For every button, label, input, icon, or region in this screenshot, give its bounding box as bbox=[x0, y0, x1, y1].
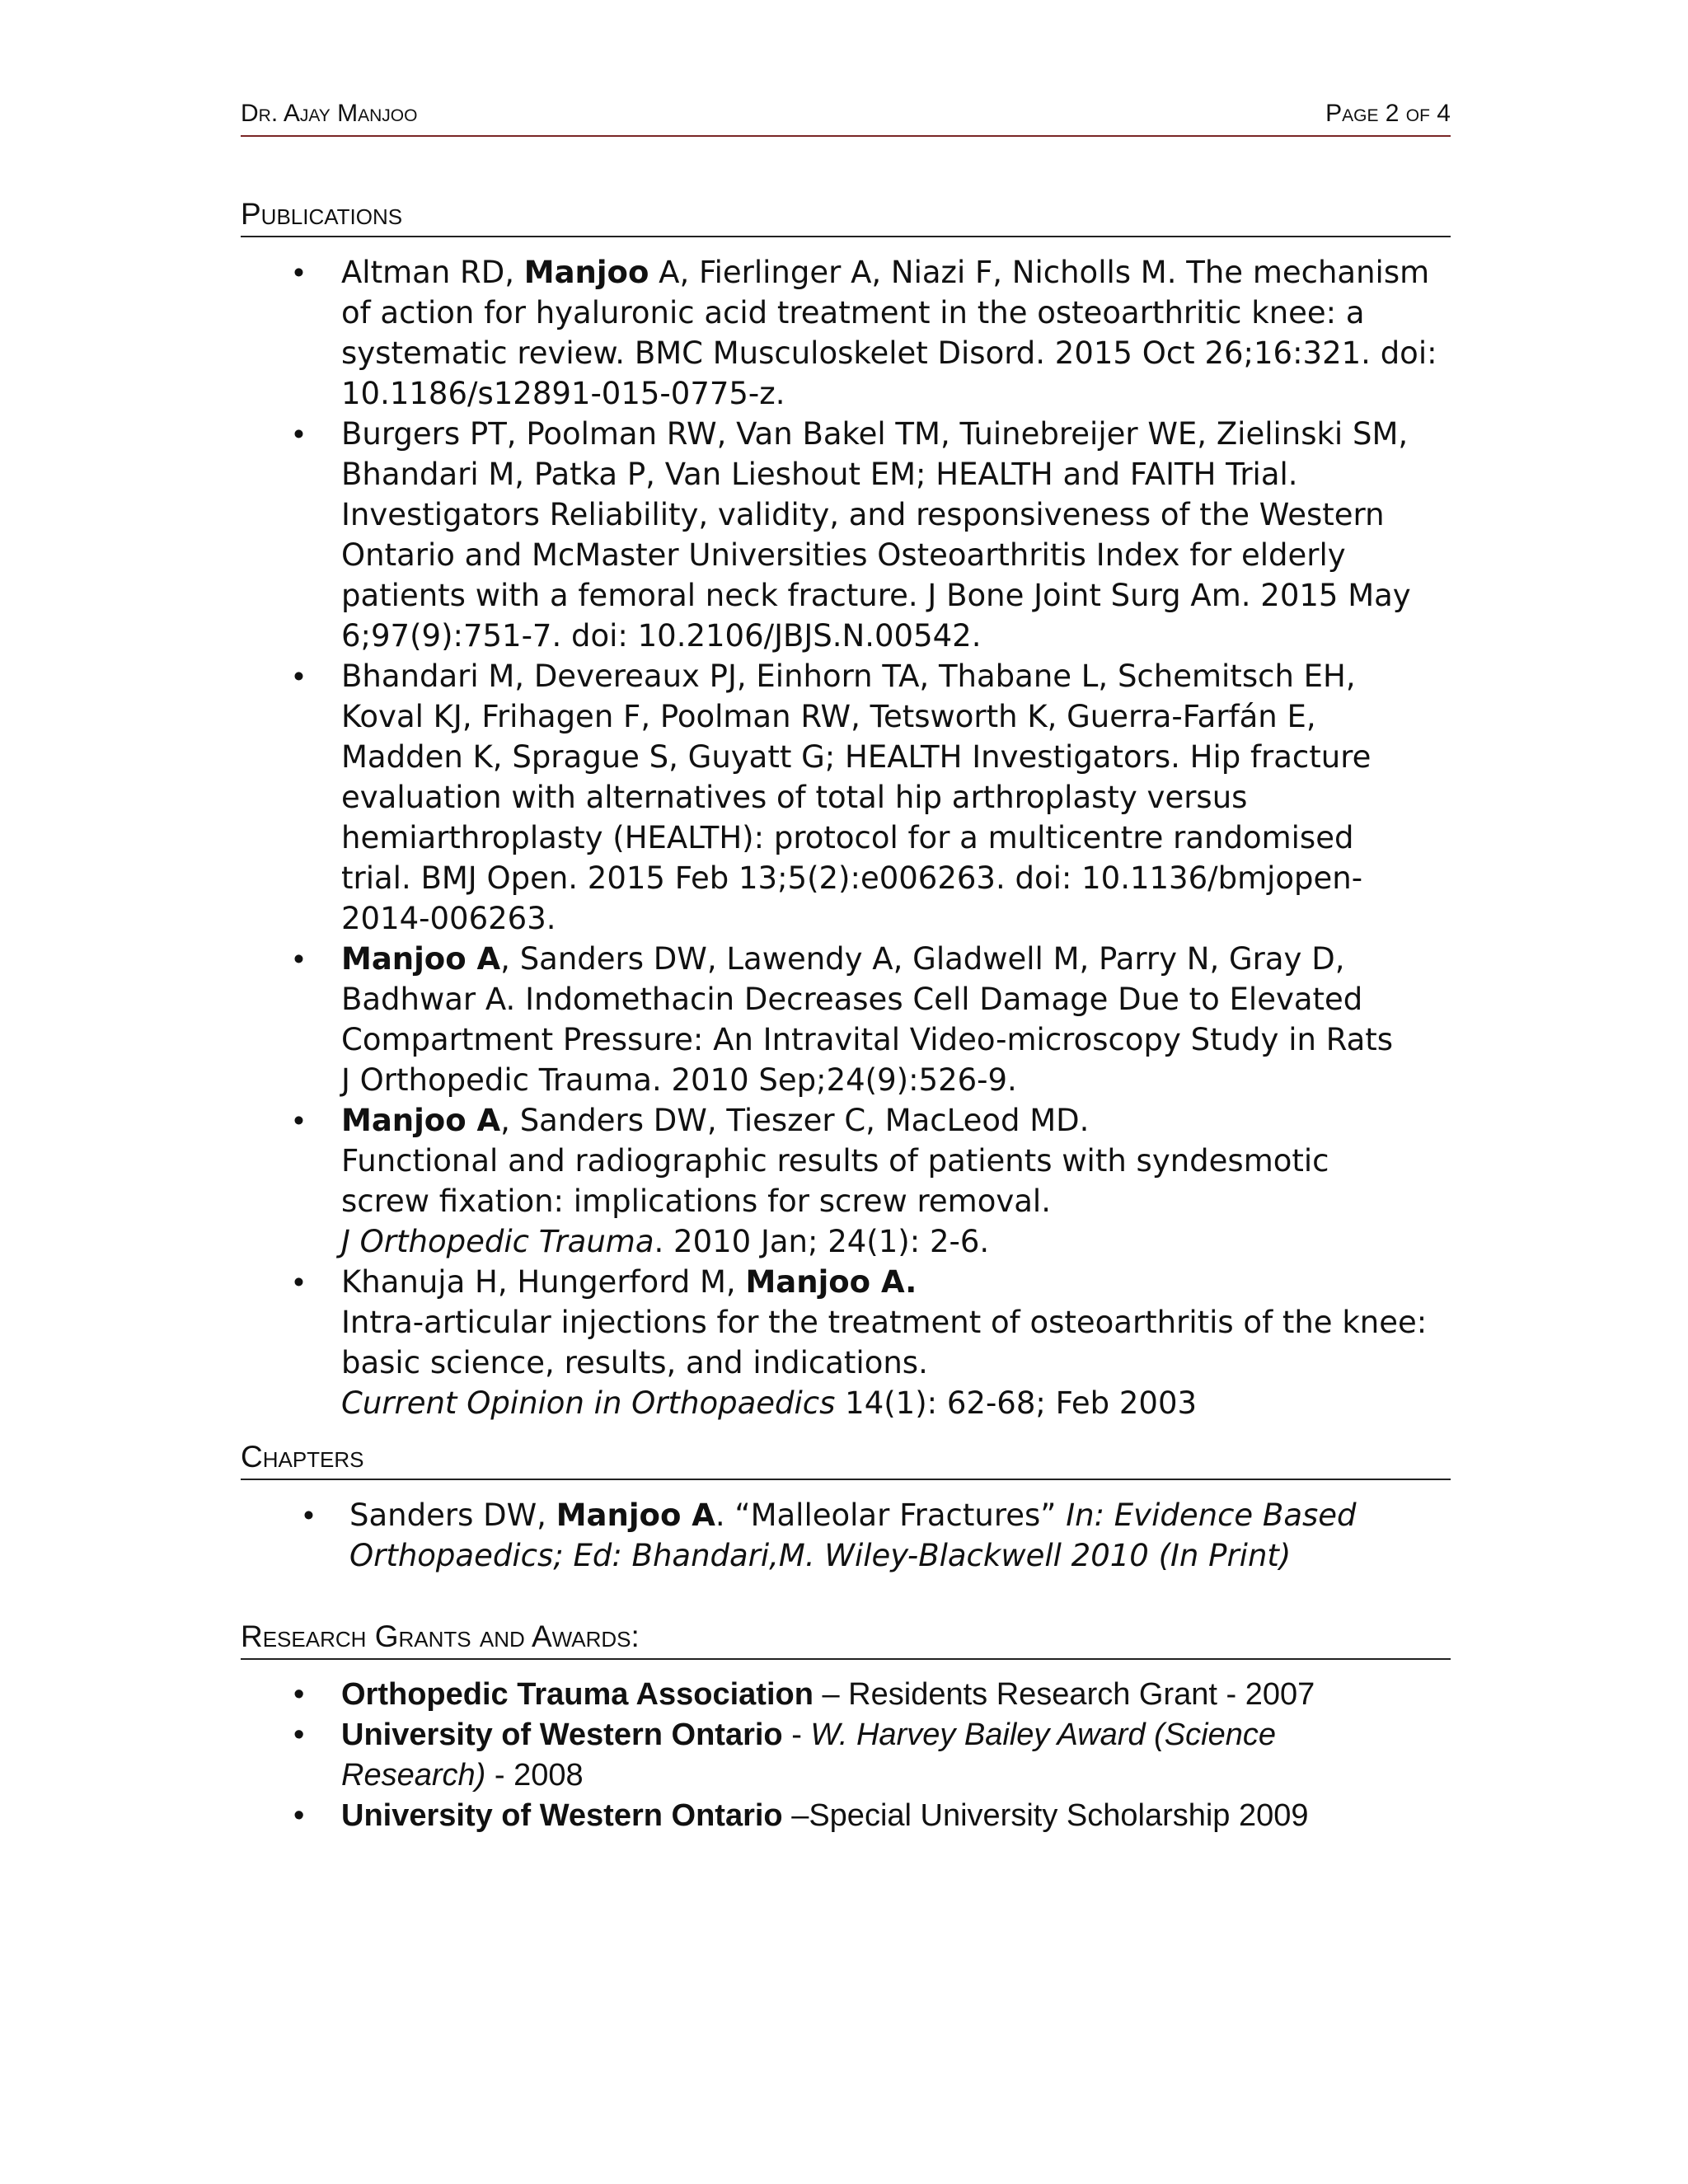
bullet-icon: • bbox=[293, 1104, 304, 1137]
entry-line bbox=[349, 1535, 1446, 1576]
entry-text: 14(1): 62-68; Feb 2003 bbox=[835, 1385, 1198, 1421]
entry-line bbox=[349, 1495, 1446, 1535]
entry-text: –Special University Scholarship 2009 bbox=[782, 1798, 1309, 1833]
list-item bbox=[293, 1100, 1446, 1262]
entry-text: Functional and radiographic results of patients with syndesmotic bbox=[341, 1143, 1329, 1179]
entry-line bbox=[341, 1302, 1446, 1343]
entry-line bbox=[341, 656, 1446, 696]
list-item bbox=[293, 939, 1446, 1100]
entry-line bbox=[341, 1221, 1446, 1262]
entry-text: Koval KJ, Frihagen F, Poolman RW, Tetsworth K, Guerra-Farfán E, bbox=[341, 699, 1316, 734]
entry-text: evaluation with alternatives of total hip arthroplasty versus bbox=[341, 780, 1248, 815]
entry-text: Khanuja H, Hungerford M, bbox=[341, 1264, 746, 1300]
entry-line bbox=[341, 454, 1446, 494]
page-number: Page 2 of 4 bbox=[1325, 100, 1451, 127]
entry-line bbox=[341, 1675, 1446, 1715]
entry-line bbox=[341, 252, 1446, 293]
section-title-publications: Publications bbox=[241, 194, 1451, 237]
bullet-icon: • bbox=[303, 1498, 314, 1532]
publications-list bbox=[293, 252, 1446, 1423]
entry-text: Compartment Pressure: An Intravital Video-microscopy Study in Rats bbox=[341, 1022, 1394, 1057]
list-item bbox=[293, 1715, 1446, 1796]
bold-text: University of Western Ontario bbox=[341, 1798, 783, 1833]
entry-text: screw fixation: implications for screw removal. bbox=[341, 1183, 1051, 1219]
entry-text: trial. BMJ Open. 2015 Feb 13;5(2):e006263. doi: 10.1136/bmjopen- bbox=[341, 860, 1363, 896]
entry-line bbox=[341, 777, 1446, 818]
bullet-icon: • bbox=[293, 255, 304, 289]
list-item bbox=[293, 1796, 1446, 1836]
entry-text: . “Malleolar Fractures” bbox=[715, 1497, 1067, 1533]
entry-text: Badhwar A. Indomethacin Decreases Cell Damage Due to Elevated bbox=[341, 982, 1363, 1017]
entry-line bbox=[341, 1343, 1446, 1383]
entry-text: patients with a femoral neck fracture. J Bone Joint Surg Am. 2015 May bbox=[341, 578, 1411, 613]
entry-line bbox=[341, 1100, 1446, 1141]
entry-line bbox=[341, 575, 1446, 616]
entry-text: J Orthopedic Trauma. 2010 Sep;24(9):526-9. bbox=[341, 1062, 1017, 1098]
bullet-icon: • bbox=[293, 1798, 305, 1833]
bold-text: Orthopedic Trauma Association bbox=[341, 1677, 814, 1712]
bullet-icon: • bbox=[293, 1718, 305, 1752]
entry-line bbox=[341, 1060, 1446, 1100]
entry-line bbox=[341, 898, 1446, 939]
entry-line bbox=[341, 494, 1446, 535]
bullet-icon: • bbox=[293, 417, 304, 451]
entry-text: - 2008 bbox=[485, 1758, 584, 1793]
entry-line bbox=[341, 818, 1446, 858]
entry-text: hemiarthroplasty (HEALTH): protocol for a multicentre randomised bbox=[341, 820, 1354, 855]
entry-text: of action for hyaluronic acid treatment in the osteoarthritic knee: a bbox=[341, 295, 1365, 330]
list-item bbox=[293, 1262, 1446, 1423]
page-header bbox=[241, 97, 1451, 137]
bold-text: Manjoo A bbox=[556, 1497, 715, 1533]
entry-text: Bhandari M, Devereaux PJ, Einhorn TA, Thabane L, Schemitsch EH, bbox=[341, 658, 1356, 694]
entry-line bbox=[341, 1262, 1446, 1302]
entry-line bbox=[341, 858, 1446, 898]
italic-text: Current Opinion in Orthopaedics bbox=[341, 1385, 836, 1421]
entry-text: Madden K, Sprague S, Guyatt G; HEALTH Investigators. Hip fracture bbox=[341, 739, 1372, 775]
entry-text: – Residents Research Grant - 2007 bbox=[813, 1677, 1315, 1712]
section-title-chapters: Chapters bbox=[241, 1437, 1451, 1480]
list-item bbox=[293, 656, 1446, 939]
entry-line bbox=[341, 737, 1446, 777]
section-title-grants: Research Grants and Awards: bbox=[241, 1617, 1451, 1660]
entry-text: - bbox=[782, 1718, 811, 1752]
entry-text: 6;97(9):751-7. doi: 10.2106/JBJS.N.00542. bbox=[341, 618, 982, 654]
entry-line bbox=[341, 1715, 1446, 1755]
bold-text: Manjoo bbox=[523, 255, 649, 290]
list-item bbox=[293, 1675, 1446, 1715]
entry-line bbox=[341, 1181, 1446, 1221]
entry-line bbox=[341, 939, 1446, 979]
bold-text: Manjoo A bbox=[341, 1103, 501, 1138]
entry-line bbox=[341, 373, 1446, 414]
entry-text: 10.1186/s12891-015-0775-z. bbox=[341, 376, 785, 411]
entry-text: A, Fierlinger A, Niazi F, Nicholls M. The mechanism bbox=[649, 255, 1430, 290]
bullet-icon: • bbox=[293, 1265, 304, 1299]
entry-line bbox=[341, 293, 1446, 333]
entry-text: Bhandari M, Patka P, Van Lieshout EM; HEALTH and FAITH Trial. bbox=[341, 457, 1298, 492]
list-item bbox=[293, 252, 1446, 414]
entry-text: Investigators Reliability, validity, and responsiveness of the Western bbox=[341, 497, 1385, 532]
entry-text: systematic review. BMC Musculoskelet Disord. 2015 Oct 26;16:321. doi: bbox=[341, 335, 1437, 371]
entry-text: Altman RD, bbox=[341, 255, 524, 290]
entry-line bbox=[341, 1755, 1446, 1796]
italic-text: Research) bbox=[341, 1758, 486, 1793]
entry-text: Sanders DW, bbox=[349, 1497, 556, 1533]
entry-line bbox=[341, 414, 1446, 454]
entry-text: Ontario and McMaster Universities Osteoarthritis Index for elderly bbox=[341, 537, 1346, 573]
grants-list bbox=[293, 1675, 1446, 1836]
entry-text: Burgers PT, Poolman RW, Van Bakel TM, Tuinebreijer WE, Zielinski SM, bbox=[341, 416, 1409, 452]
entry-line bbox=[341, 1383, 1446, 1423]
entry-text: 2014-006263. bbox=[341, 901, 556, 936]
bullet-icon: • bbox=[293, 659, 304, 693]
italic-text: In: Evidence Based bbox=[1066, 1497, 1357, 1533]
list-item bbox=[293, 414, 1446, 656]
bullet-icon: • bbox=[293, 1677, 305, 1712]
italic-text: W. Harvey Bailey Award (Science bbox=[810, 1718, 1276, 1752]
italic-text: Orthopaedics; Ed: Bhandari,M. Wiley-Blackwell 2010 (In Print) bbox=[349, 1538, 1292, 1573]
entry-text: , Sanders DW, Lawendy A, Gladwell M, Parry N, Gray D, bbox=[500, 941, 1345, 977]
entry-line bbox=[341, 1796, 1446, 1836]
entry-text: Intra-articular injections for the treatment of osteoarthritis of the knee: bbox=[341, 1305, 1428, 1340]
entry-line bbox=[341, 616, 1446, 656]
list-item bbox=[303, 1495, 1446, 1576]
entry-line bbox=[341, 696, 1446, 737]
header-name: Dr. Ajay Manjoo bbox=[241, 100, 418, 127]
italic-text: J Orthopedic Trauma bbox=[341, 1224, 654, 1259]
entry-text: , Sanders DW, Tieszer C, MacLeod MD. bbox=[500, 1103, 1090, 1138]
entry-line bbox=[341, 333, 1446, 373]
entry-text: . 2010 Jan; 24(1): 2-6. bbox=[654, 1224, 990, 1259]
entry-line bbox=[341, 535, 1446, 575]
entry-text: basic science, results, and indications. bbox=[341, 1345, 928, 1380]
bold-text: Manjoo A bbox=[341, 941, 501, 977]
bold-text: University of Western Ontario bbox=[341, 1718, 783, 1752]
bullet-icon: • bbox=[293, 942, 304, 976]
entry-line bbox=[341, 979, 1446, 1019]
chapters-list bbox=[303, 1495, 1446, 1576]
bold-text: Manjoo A. bbox=[745, 1264, 917, 1300]
entry-line bbox=[341, 1141, 1446, 1181]
entry-line bbox=[341, 1019, 1446, 1060]
